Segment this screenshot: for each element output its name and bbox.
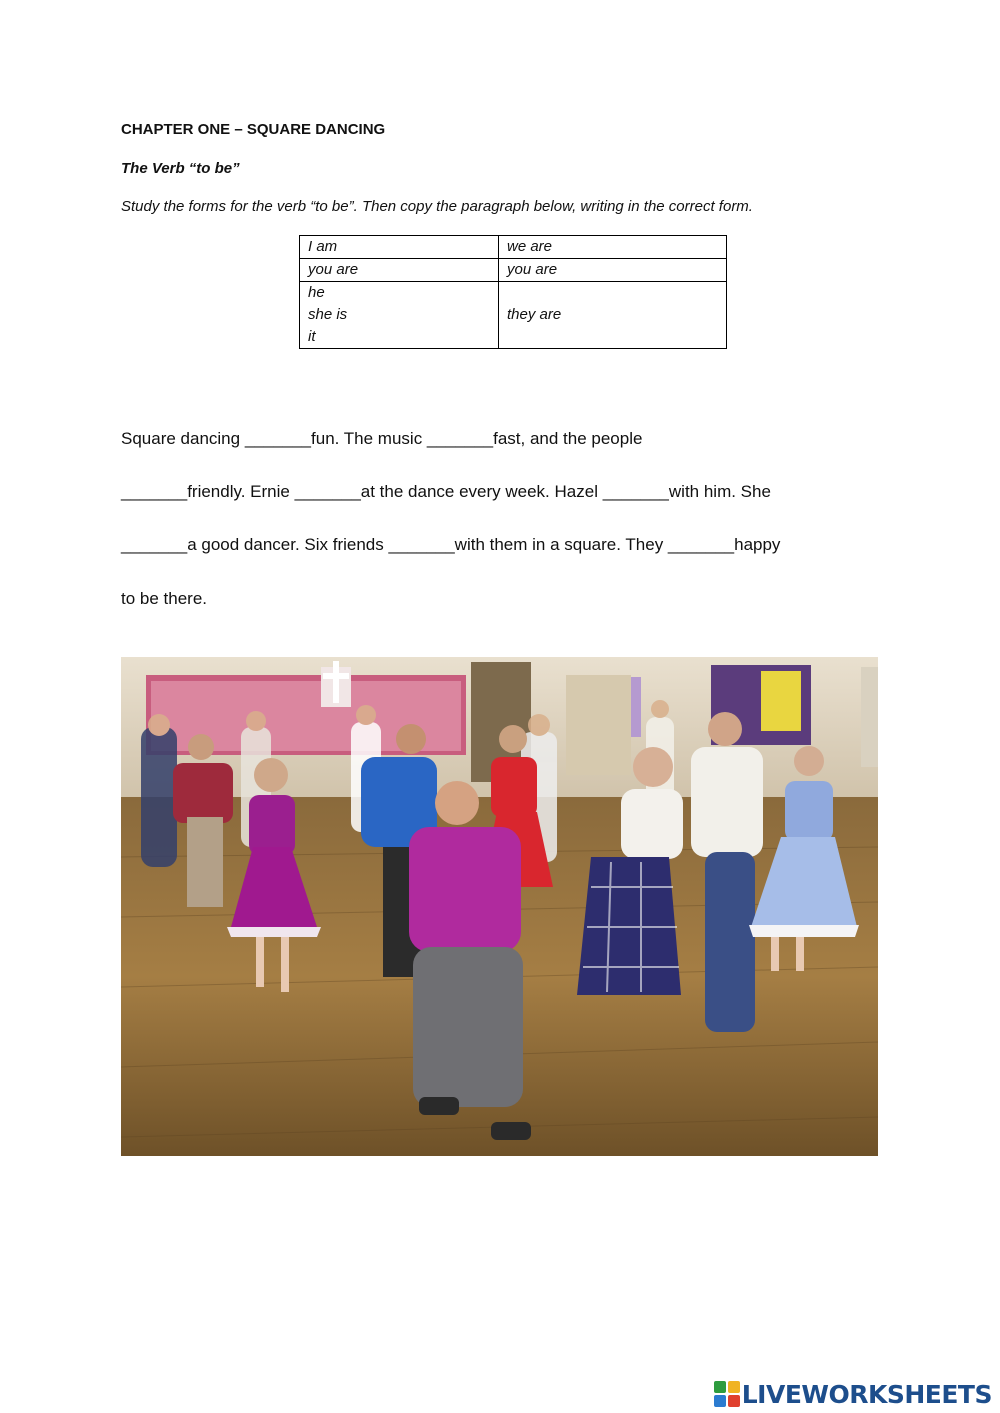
table-cell: they are — [499, 282, 727, 349]
chapter-title: CHAPTER ONE – SQUARE DANCING — [121, 121, 386, 138]
answer-blank[interactable]: _______ — [121, 535, 188, 554]
answer-blank[interactable]: _______ — [121, 482, 188, 501]
answer-blank[interactable]: _______ — [294, 482, 361, 501]
answer-blank[interactable]: _______ — [388, 535, 455, 554]
paragraph-line-4 — [121, 589, 207, 609]
table-cell: you are — [499, 259, 727, 282]
photo-illustration — [121, 657, 878, 1156]
answer-blank[interactable]: _______ — [602, 482, 669, 501]
answer-blank[interactable]: _______ — [667, 535, 735, 554]
pronoun-he: he — [308, 284, 325, 301]
table-cell: I am — [300, 236, 499, 259]
text-segment: fast, and the people — [493, 429, 643, 448]
table-row — [300, 259, 727, 282]
table-row — [300, 282, 727, 349]
text-segment: at the dance every week. Hazel — [360, 482, 603, 501]
pronoun-it: it — [308, 328, 316, 345]
text-segment: friendly. Ernie — [187, 482, 295, 501]
table-cell — [300, 282, 499, 349]
text-segment: with him. She — [668, 482, 771, 501]
text-segment: with them in a square. They — [454, 535, 668, 554]
answer-blank[interactable]: _______ — [244, 429, 312, 448]
section-subtitle: The Verb “to be” — [121, 160, 240, 177]
text-segment: fun. The music — [311, 429, 427, 448]
table-row — [300, 236, 727, 259]
paragraph-line-1 — [121, 429, 642, 449]
instructions: Study the forms for the verb “to be”. Then copy the paragraph below, writing in the correct form. — [121, 198, 753, 215]
square-dancing-photo — [121, 657, 878, 1156]
paragraph-line-3 — [121, 535, 780, 555]
paragraph-line-2 — [121, 482, 771, 502]
text-segment: happy — [734, 535, 781, 554]
text-segment: Square dancing — [121, 429, 245, 448]
text-segment: to be there. — [121, 589, 208, 608]
answer-blank[interactable]: _______ — [426, 429, 494, 448]
table-cell: we are — [499, 236, 727, 259]
verb-forms-table — [299, 235, 727, 349]
liveworksheets-logo — [714, 1378, 992, 1410]
text-segment: a good dancer. Six friends — [187, 535, 389, 554]
logo-wordmark: LIVEWORKSHEETS — [741, 1379, 992, 1409]
table-cell: you are — [300, 259, 499, 282]
pronoun-she: she is — [308, 306, 348, 323]
liveworksheets-logo-icon — [714, 1381, 740, 1407]
